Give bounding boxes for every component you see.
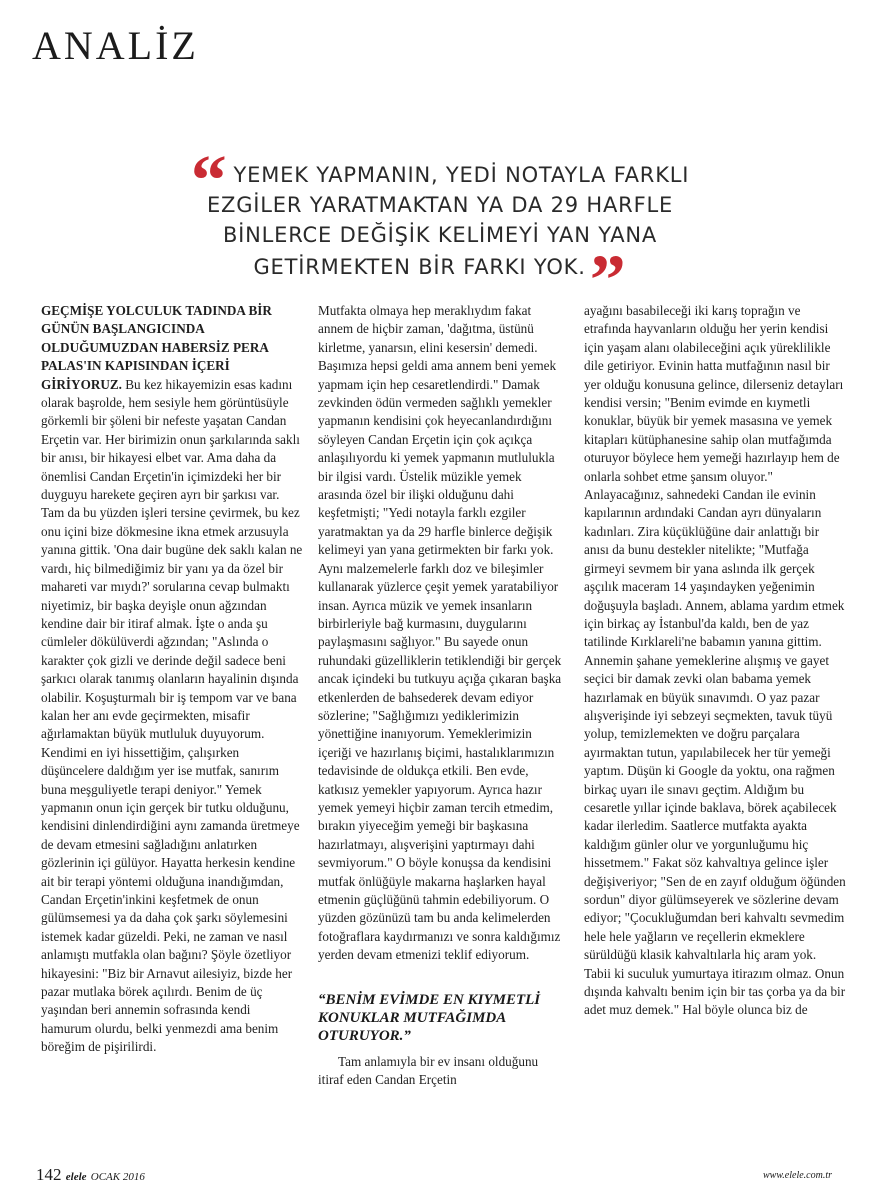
article-subhead: “BENİM EVİMDE EN KIYMETLİ KONUKLAR MUTFAĞIMDA OTURUYOR.”: [318, 991, 541, 1044]
article-column-1: [41, 302, 303, 1057]
website-link[interactable]: www.elele.com.tr: [763, 1170, 832, 1181]
section-title: ANALİZ: [32, 23, 199, 68]
issue-date: OCAK 2016: [90, 1171, 145, 1183]
close-quote-mark-icon: ”: [589, 240, 627, 320]
page-footer: [36, 1165, 145, 1185]
pull-quote-line-2: EZGİLER YARATMAKTAN YA DA 29 HARFLE: [206, 193, 674, 217]
column-2-body: Mutfakta olmaya hep meraklıydım fakat annem de hiçbir zaman, 'dağıtma, üstünü kirletme, yanarsın, elini kesersin' demedi. Başımıza hepsi geldi ama annem beni yemek yapmam için hep cesaretlendirdi." Damak zevkinden ödün vermeden sağlıklı yemekler yapmanın kendisini çok heyecanlandırdığını söyleyen Candan Erçetin için çok açıkça anlaşılıyordu ki yemek yapmanın mutlulukla bir ilgisi vardı. Üstelik müzikle yemek arasında özel bir ilişki olduğunu dahi keşfetmişti; "Yedi notayla farklı ezgiler yaratmaktan ya da 29 harfle binlerce değişik kelimeyi yan yana getirmekten bir farkı yok. Aynı malzemelerle farklı doz ve bileşimler kullanarak yüzlerce çeşit yemek yaratabiliyor insan. Ayrıca müzik ve yemek insanların birbirleriyle bağ kurmasını, duygularını paylaşmasını sağlıyor." Bu sayede onun ruhundaki güzelliklerin tetiklendiği bir gerçek ancak içindeki bu tutkuyu açığa çıkaran başka etkenlerden de bahsederek devam ediyor sözlerine; "Sağlığımızı yediklerimizin yönettiğine inanıyorum. Yemeklerimizin içeriği ve hazırlanış biçimi, hastalıklarımızın tedavisinde de oldukça etkili. Ben evde, katkısız yemekler yapıyorum. Ayrıca hazır yemek yemeyi hiçbir zaman tercih etmedim, bırakın yiyeceğim yemeği bir başkasına hazırlatmayı, alışverişini yaptırmayı dahi sevmiyorum." O böyle konuşsa da kendisini mutfak önlüğüyle makarna haşlarken hayal etmenin güçlüğünü tahmin edebiliyorum. O yüzden gözünüzü tam bu anda kelimelerden fotoğraflara kaydırmanızı ve sonra kaldığımız yerden devam etmenizi teklif ediyorum.: [318, 303, 562, 963]
magazine-name: elele: [65, 1171, 87, 1183]
article-column-3: [584, 302, 846, 1020]
column-3-body: ayağını basabileceği iki karış toprağın ve etrafında hayvanların olduğu her yerin kendisi için yaşam alanı olabileceğini açık yüreklilikle dile getiriyor. Evinin hatta mutfağının nasıl bir yer olduğu konusuna gelince, dilerseniz detayları kendisi versin; "Benim evimde en kıymetli konuklar, büyük bir yemek masasına ve yemek kitapları kütüphanesine sahip olan mutfağımda oturuyor böylece hem yemeği hazırlayıp hem de onlarla sohbet etme şansım oluyor." Anlayacağınız, sahnedeki Candan ile evinin kapılarının ardındaki Candan ayrı dünyaların kadınları. Zira küçüklüğüne dair anlattığı bir anısı da bunu destekler nitelikte; "Mutfağa girmeyi sevmem bir yana aslında ilk gerçek aşçılık maceram 14 yaşındayken yeğenimin doğuşuyla başladı. Annem, ablama yardım etmek için birkaç ay İstanbul'da kaldı, ben de yaz tatilinde Kırklareli'ne babamın yanına gittim. Annemin şahane yemeklerine alışmış ve gayet seçici bir damak zevki olan babama yemek hazırlamak en büyük sınavımdı. O yaz pazar alışverişinde iyi sebzeyi seçmekten, tavuk tüyü yolup, temizlemekten ve doğru parçalara ayırmaktan tutun, yapılabilecek her tür yemeği yaptım. Düşün ki Google da yoktu, ona rağmen birkaç uyarı ile sınavı geçtim. Aldığım bu cesaretle yıllar içinde baklava, börek açabilecek kadar ilerledim. Saatlerce mutfakta ayakta kaldığım günler olur ve yorgunluğumu hiç hissetmem." Fakat söz kahvaltıya gelince işler değişiveriyor; "Sen de en zayıf olduğum öğünden sordun" diyor gülümseyerek ve sözlerine devam ediyor; "Çocukluğumdan beri kahvaltı sevmedim hele hele yağların ve reçellerin ekmeklere sürüldüğü klasik kahvaltılarla hiç aram yok. Tabii ki suculuk yumurtaya itirazım olmaz. Onun dışında kahvaltı benim için bir tas çorba ya da bir adet muz demek." Hal böyle olunca biz de: [584, 303, 846, 1018]
column-2-continuation: Tam anlamıyla bir ev insanı olduğunu itiraf eden Candan Erçetin: [318, 1053, 539, 1088]
open-quote-mark-icon: “: [190, 140, 228, 220]
pull-quote-line-3: BİNLERCE DEĞİŞİK KELİMEYİ YAN YANA: [222, 223, 658, 247]
pull-quote-line-4: GETİRMEKTEN BİR FARKI YOK.”: [253, 240, 627, 320]
page-number: 142: [36, 1165, 62, 1184]
pull-quote-line-1: “ YEMEK YAPMANIN, YEDİ NOTAYLA FARKLI: [190, 140, 690, 220]
article-lead: GEÇMİŞE YOLCULUK TADINDA BİR GÜNÜN BAŞLANGICINDA OLDUĞUMUZDAN HABERSİZ PERA PALAS'IN KAPISINDAN İÇERİ GİRİYORUZ.: [41, 303, 272, 392]
column-1-body: Bu kez hikayemizin esas kadını olarak başrolde, hem sesiyle hem görüntüsüyle görkemli bir şöleni bir nefeste yaşatan Candan Erçetin var. Her birimizin onun şarkılarında saklı bir anısı, bir hikayesi elbet var. Ama daha da önemlisi Candan Erçetin'in içimizdeki her bir duyguyu harekete geçiren ayrı bir şarkısı var. Tam da bu yüzden işleri tersine çevirmek, bu kez onu içini bize dökmesine ikna etmek arzusuyla yanına gittik. 'Ona dair bugüne dek saklı kalan ne vardı, hiç bilmediğimiz bir yanı ya da özel bir mahareti var mıydı?' sorularına cevap bulmaktı niyetimiz, bir başka deyişle onun ağzından kendine dair bir itiraf almak. İşte o anda şu cümleler dökülüverdi ağzından; "Aslında o karakter çok gizli ve derinde değil sadece beni şarkıcı olarak tanımış olanların hayalinin dışında olabilir. Koşuşturmalı bir iş tempom var ve bana kalan her anı evde geçirmekten, misafir ağırlamaktan büyük mutluluk duyuyorum. Kendimi en iyi hissettiğim, çalışırken düşüncelere daldığım yer ise mutfak, sanırım buna meşguliyetle terapi deniyor." Yemek yapmanın onun için gerçek bir tutku olduğunu, kendisini dinlendirdiğini aynı zamanda üretmeye de devam etmesini sağladığını anlatırken gözlerinin içi gülüyor. Hayatta herkesin kendine ait bir terapi yöntemi olduğuna inandığımdan, Candan Erçetin'inkini keşfetmek de onun gülümsemesi ya da daha çok şarkı söylemesini istemek kadar güzeldi. Peki, ne zaman ve nasıl anlamıştı mutfakla olan bağını? Şöyle özetliyor hikayesini: "Biz bir Arnavut ailesiyiz, bizde her pazar mutlaka börek açılırdı. Benim de üç yaşından beri annemin sofrasında kendi hamurum olurdu, belki yenmezdi ama benim böreğim de pişirilirdi.: [41, 376, 303, 1055]
article-column-2: [318, 302, 566, 1089]
column-1-paragraph: [41, 302, 303, 1057]
pull-quote: [180, 140, 700, 320]
